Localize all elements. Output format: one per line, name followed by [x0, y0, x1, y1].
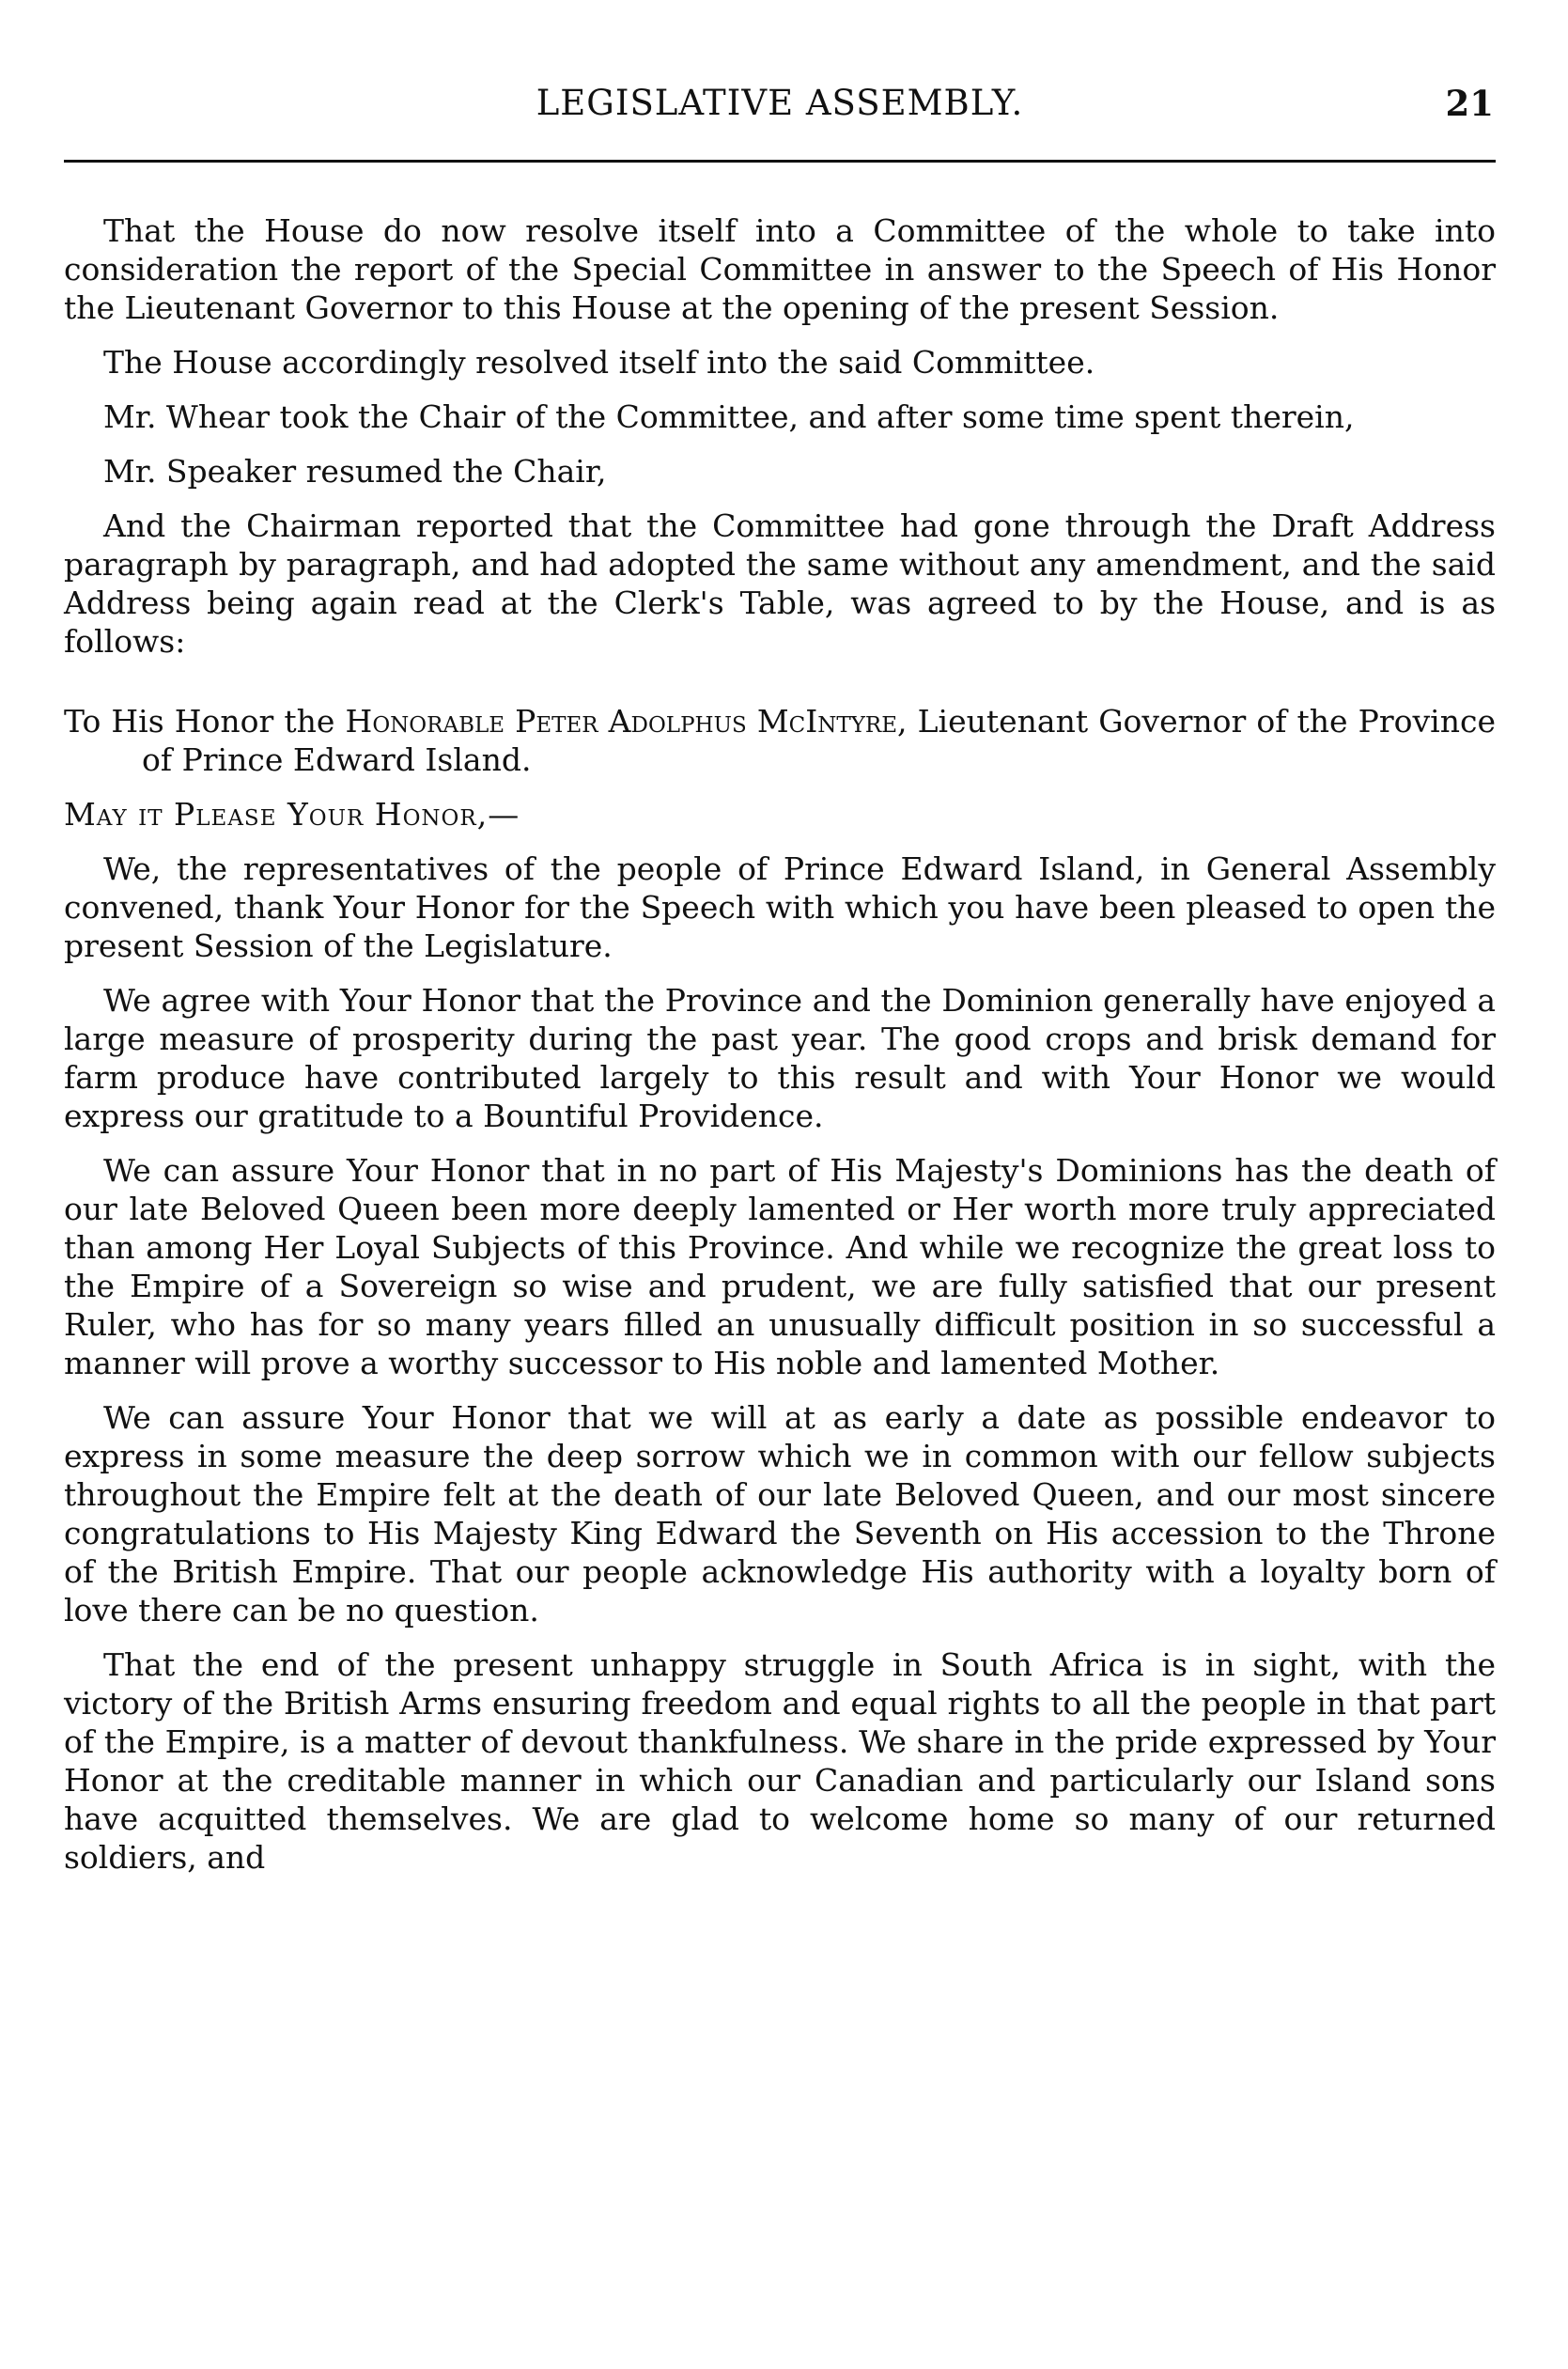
address-paragraph-south-africa: That the end of the present unhappy struggle in South Africa is in sight, with the victory of the British Arms ensuring freedom and equal rights to all the people in that part of the Empire, is a matter of devout thankfulness. We share in the pride expressed by Your Honor at the creditable manner in which our Canadian and particularly our Island sons have acquitted themselves. We are glad to welcome home so many of our returned soldiers, and: [64, 1646, 1496, 1876]
page-number: 21: [1445, 83, 1494, 124]
address-paragraph-prosperity: We agree with Your Honor that the Province and the Dominion generally have enjoyed a large measure of prosperity during the past year. The good crops and brisk demand for farm produce have contributed largely to this result and with Your Honor we would express our gratitude to a Bountiful Providence.: [64, 982, 1496, 1134]
body-text: [64, 211, 1496, 1893]
address-prefix: To His Honor the: [64, 703, 346, 740]
address-heading: [64, 702, 1496, 779]
address-suffix: Lieutenant Governor of the Province of Prince Edward Island.: [142, 703, 1496, 778]
address-paragraph-sorrow: We can assure Your Honor that we will at as early a date as possible endeavor to express in some measure the deep sorrow which we in common with our fellow subjects throughout the Empire felt at the death of our late Beloved Queen, and our most sincere congratulations to His Majesty King Edward the Seventh on His accession to the Throne of the British Empire. That our people acknowledge His authority with a loyalty born of love there can be no question.: [64, 1399, 1496, 1629]
running-title: LEGISLATIVE ASSEMBLY.: [536, 83, 1024, 123]
paragraph-motion: That the House do now resolve itself into a Committee of the whole to take into consideration the report of the Special Committee in answer to the Speech of His Honor the Lieutenant Governor to this House at the opening of the present Session.: [64, 212, 1496, 326]
address-paragraph-queen: We can assure Your Honor that in no part of His Majesty's Dominions has the death of our late Beloved Queen been more deeply lamented or Her worth more truly appreciated than among Her Loyal Subjects of this Province. And while we recognize the great loss to the Empire of a Sovereign so wise and prudent, we are fully satisfied that our present Ruler, who has for so many years filled an unusually difficult position in so successful a manner will prove a worthy successor to His noble and lamented Mother.: [64, 1152, 1496, 1381]
header-rule: [64, 160, 1496, 163]
paragraph-report: And the Chairman reported that the Committee had gone through the Draft Address paragraph by paragraph, and had adopted the same without any amendment, and the said Address being again read at the Clerk's Table, was agreed to by the House, and is as follows:: [64, 507, 1496, 660]
page-header: [66, 83, 1494, 139]
paragraph-committee: The House accordingly resolved itself into the said Committee.: [103, 344, 1095, 381]
paragraph-chair: Mr. Whear took the Chair of the Committee, and after some time spent therein,: [103, 398, 1355, 435]
address-name: Honorable Peter Adolphus McIntyre,: [345, 703, 908, 740]
address-paragraph-thanks: We, the representatives of the people of Prince Edward Island, in General Assembly convened, thank Your Honor for the Speech with which you have been pleased to open the present Session of the Legislature.: [64, 850, 1496, 964]
paragraph-speaker: Mr. Speaker resumed the Chair,: [103, 453, 607, 490]
salutation: May it Please Your Honor,—: [64, 796, 520, 833]
